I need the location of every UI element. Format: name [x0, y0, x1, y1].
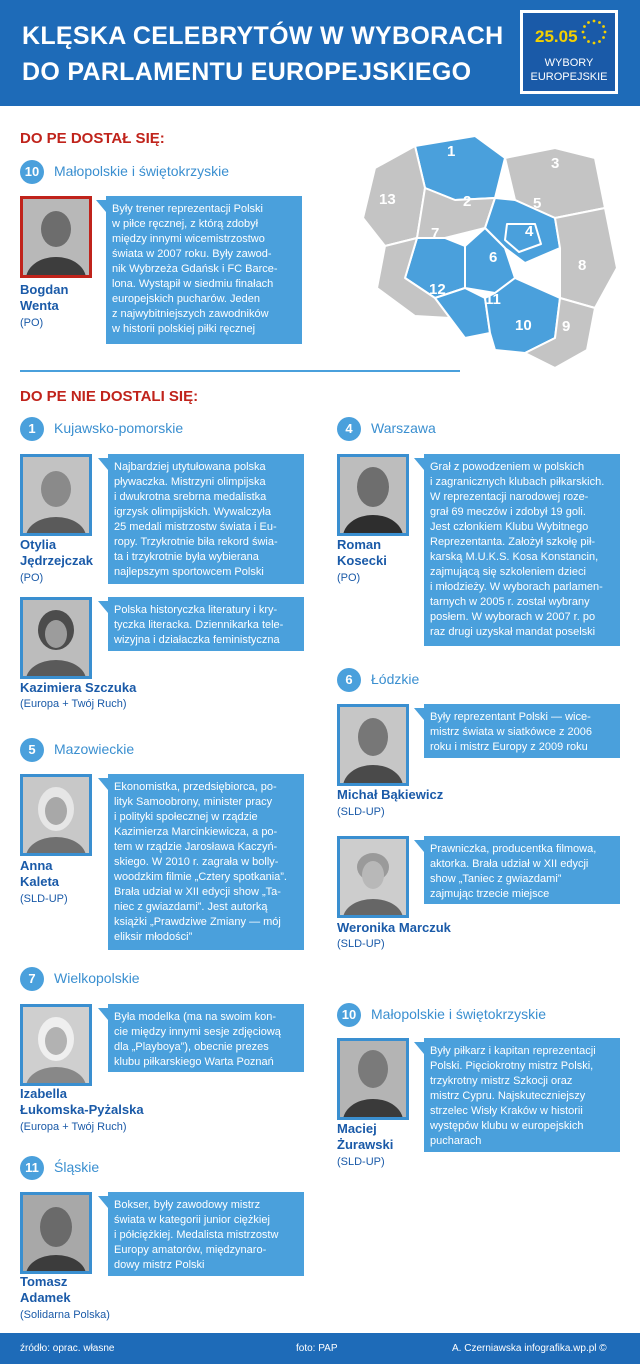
bio-line: Były piłkarz i kapitan reprezentacji	[430, 1045, 596, 1057]
bio-line: posłem. W wyborach w 2007 r. po	[430, 611, 596, 623]
bio-line: Najbardziej utytułowana polska	[114, 461, 266, 473]
region-5-header	[20, 738, 300, 762]
bio-line: tem w rządzie Jarosława Kaczyń-	[114, 841, 278, 853]
map-region-number: 9	[562, 318, 571, 335]
star-icon	[583, 36, 586, 39]
person-party: (SLD-UP)	[337, 1156, 385, 1168]
bio-line: Polski. Pięciokrotny mistrz Polski,	[430, 1060, 594, 1072]
person-party: (Europa + Twój Ruch)	[20, 1121, 127, 1133]
map-region-number: 6	[489, 249, 498, 266]
footer-author-credit: A. Czerniawska infografika.wp.pl ©	[452, 1343, 607, 1354]
map-region-number: 12	[429, 281, 446, 298]
bio-line: Były trener reprezentacji Polski	[112, 203, 264, 215]
map-region-number: 4	[525, 223, 534, 240]
region-number: 1	[20, 417, 44, 441]
map-region-number: 8	[578, 257, 587, 274]
star-icon	[602, 36, 605, 39]
badge-line-1: WYBORY	[544, 57, 594, 69]
footer-photo-credit: foto: PAP	[296, 1343, 338, 1354]
map-region-number: 11	[485, 291, 501, 308]
bio-line: ropy. Trzykrotnie biła rekord świa-	[114, 536, 278, 548]
region-number: 10	[337, 1003, 361, 1027]
bio-line: Bokser, były zawodowy mistrz	[114, 1199, 261, 1211]
person-name: Izabella Łukomska-Pyżalska	[20, 1086, 144, 1117]
region-name: Małopolskie i świętokrzyskie	[54, 163, 230, 179]
bio-line: igrzysk olimpijskich. Wywalczyła	[114, 506, 271, 518]
star-icon	[598, 21, 601, 24]
region-number: 10	[20, 160, 44, 184]
region-1-header	[20, 417, 300, 441]
bio-tomasz-adamek	[108, 1192, 304, 1276]
bio-line: Kazimierza Marcinkiewicza, a po-	[114, 826, 278, 838]
person-name: Tomasz Adamek	[20, 1274, 71, 1305]
eu-stars-icon	[579, 17, 609, 47]
photo-bogdan-wenta	[20, 196, 92, 278]
photo-izabella-lukomska-pyzalska	[20, 1004, 92, 1086]
region-number: 11	[20, 1156, 44, 1180]
bio-line: występów klubu w europejskich	[430, 1120, 584, 1132]
photo-maciej-zurawski	[337, 1038, 409, 1120]
bio-line: i półciężkiej. Medalista mistrzostw	[114, 1229, 279, 1241]
star-icon	[604, 31, 607, 34]
region-number: 6	[337, 668, 361, 692]
bio-line: skiego. W 2010 r. zagrała w bolly-	[114, 856, 279, 868]
bio-line: Były reprezentant Polski — wice-	[430, 711, 591, 723]
bio-line: w piłce ręcznej, z którą zdobył	[112, 218, 259, 230]
bio-line: dowy mistrz Polski	[114, 1259, 205, 1271]
bio-line: Była modelka (ma na swoim kon-	[114, 1011, 277, 1023]
photo-roman-kosecki	[337, 454, 409, 536]
bio-line: w historii polskiej piłki ręcznej	[112, 323, 256, 335]
bio-line: zajmującą się szkoleniem dzieci	[430, 566, 586, 578]
person-party: (PO)	[20, 317, 44, 329]
not-elected-heading: DO PE NIE DOSTALI SIĘ:	[20, 388, 199, 405]
region-name: Wielkopolskie	[54, 970, 140, 986]
region-10-header	[337, 1003, 617, 1027]
region-name: Kujawsko-pomorskie	[54, 420, 184, 436]
map-region-number: 3	[551, 155, 560, 172]
bio-line: roku i mistrz Europy z 2009 roku	[430, 741, 588, 753]
elected-region	[20, 160, 320, 184]
bio-line: dla „Playboya”), obecnie prezes	[114, 1041, 269, 1053]
photo-tomasz-adamek	[20, 1192, 92, 1274]
bio-line: wizyjna i działaczka feministyczna	[114, 634, 280, 646]
header-banner	[0, 0, 640, 106]
bio-line: tyczka literacka. Dziennikarka tele-	[114, 619, 284, 631]
elected-heading: DO PE DOSTAŁ SIĘ:	[20, 130, 165, 147]
bio-line: trzykrotny mistrz Szkocji oraz	[430, 1075, 573, 1087]
person-name: Anna Kaleta	[20, 858, 60, 889]
star-icon	[593, 20, 596, 23]
person-name: Maciej Żurawski	[337, 1121, 394, 1152]
bio-otylia-jedrzejczak	[108, 454, 304, 584]
map-region-number: 1	[447, 143, 456, 160]
bio-line: i młodzieży. W wyborach parlamen-	[430, 581, 603, 593]
bio-line: Ekonomistka, przedsiębiorca, po-	[114, 781, 277, 793]
person-name: Roman Kosecki	[337, 537, 387, 568]
region-11-header	[20, 1156, 300, 1180]
bio-line: lityk Samoobrony, minister pracy	[114, 796, 273, 808]
region-name: Małopolskie i świętokrzyskie	[371, 1006, 547, 1022]
bio-line: grał 69 meczów i zdobył 19 goli.	[430, 506, 586, 518]
photo-kazimiera-szczuka	[20, 597, 92, 679]
region-name: Warszawa	[371, 420, 436, 436]
footer	[0, 1333, 640, 1364]
person-name: Weronika Marczuk	[337, 920, 451, 935]
bio-line: świata w 2007 roku. Były zawod-	[112, 248, 272, 260]
person-name: Bogdan Wenta	[20, 282, 69, 313]
bio-line: najlepszym sportowcem Polski	[114, 566, 264, 578]
region-number: 5	[20, 738, 44, 762]
bio-line: karską M.U.K.S. Kosa Konstancin,	[430, 551, 599, 563]
bio-line: eliksir młodości”	[114, 931, 193, 943]
photo-michal-bakiewicz	[337, 704, 409, 786]
star-icon	[583, 25, 586, 28]
person-party: (PO)	[20, 572, 44, 584]
region-4-header	[337, 417, 617, 441]
bio-line: Grał z powodzeniem w polskich	[430, 461, 585, 473]
bio-line: pucharach	[430, 1135, 482, 1147]
photo-otylia-jedrzejczak	[20, 454, 92, 536]
bio-line: Polska historyczka literatury i kry-	[114, 604, 278, 616]
bio-line: woodzkim filmie „Cztery spotkania”.	[114, 871, 287, 883]
star-icon	[602, 25, 605, 28]
bio-line: aktorka. Brała udział w XII edycji	[430, 858, 589, 870]
title-line-1: KLĘSKA CELEBRYTÓW W WYBORACH	[22, 22, 504, 50]
footer-source: źródło: oprac. własne	[20, 1343, 115, 1354]
region-number: 4	[337, 417, 361, 441]
star-icon	[587, 21, 590, 24]
bio-izabella-lukomska-pyzalska	[108, 1004, 304, 1072]
bio-line: i polityki społecznej w rządzie	[114, 811, 258, 823]
bio-line: niec z gwiazdami”. Jest autorką	[114, 901, 268, 913]
bio-michal-bakiewicz	[424, 704, 620, 758]
bio-line: z najwybitniejszych zawodników	[112, 308, 269, 320]
bio-line: pływaczka. Mistrzyni olimpijska	[114, 476, 266, 488]
election-badge	[520, 10, 618, 94]
bio-line: zajmując trzecie miejsce	[430, 888, 550, 900]
bio-line: świata w kategorii junior ciężkiej	[114, 1214, 270, 1226]
star-icon	[587, 40, 590, 43]
bio-anna-kaleta	[108, 774, 304, 950]
photo-weronika-marczuk	[337, 836, 409, 918]
bio-line: i dwukrotna srebrna medalistka	[114, 491, 267, 503]
bio-line: Reprezentanta. Założył szkołę pił-	[430, 536, 596, 548]
bio-line: strzelec Wisły Kraków w historii	[430, 1105, 583, 1117]
bio-line: książki „Prawdziwe Zmiany — mój	[114, 916, 281, 928]
person-party: (PO)	[337, 572, 361, 584]
bio-line: europejskich pucharów. Jeden	[112, 293, 260, 305]
bio-line: W reprezentacji narodowej roze-	[430, 491, 589, 503]
bio-line: raz drugi uzyskał mandat poselski	[430, 626, 596, 638]
poland-map	[355, 128, 625, 378]
bio-line: mistrz Cypru. Najskuteczniejszy	[430, 1090, 586, 1102]
person-party: (Europa + Twój Ruch)	[20, 698, 127, 710]
star-icon	[593, 42, 596, 45]
region-6-header	[337, 668, 617, 692]
bio-line: nik Wybrzeża Gdańsk i FC Barce-	[112, 263, 278, 275]
bio-line: klubu piłkarskiego Warta Poznań	[114, 1056, 274, 1068]
map-region-number: 5	[533, 195, 542, 212]
bio-kazimiera-szczuka	[108, 597, 304, 651]
bio-maciej-zurawski	[424, 1038, 620, 1152]
person-party: (Solidarna Polska)	[20, 1309, 110, 1321]
bio-line: Prawniczka, producentka filmowa,	[430, 843, 597, 855]
bio-line: cie między innymi sesje zdjęciową	[114, 1026, 281, 1038]
bio-line: ta i trzykrotnie była wybierana	[114, 551, 259, 563]
person-name: Michał Bąkiewicz	[337, 787, 444, 802]
region-7-header	[20, 967, 300, 991]
bio-line: Jest członkiem Klubu Wybitnego	[430, 521, 589, 533]
region-name: Śląskie	[54, 1159, 100, 1175]
photo-anna-kaleta	[20, 774, 92, 856]
bio-line: tarnych w 2005 r. został wybrany	[430, 596, 590, 608]
map-region-number: 13	[379, 191, 396, 208]
badge-date: 25.05	[535, 27, 578, 46]
person-party: (SLD-UP)	[337, 806, 385, 818]
region-name: Mazowieckie	[54, 741, 135, 757]
section-divider	[20, 370, 460, 372]
bio-roman-kosecki	[424, 454, 620, 646]
person-party: (SLD-UP)	[20, 893, 68, 905]
bio-line: między innymi wicemistrzostwo	[112, 233, 265, 245]
bio-line: i zagranicznych klubach piłkarskich.	[430, 476, 605, 488]
star-icon	[598, 40, 601, 43]
bio-weronika-marczuk	[424, 836, 620, 904]
title-line-2: DO PARLAMENTU EUROPEJSKIEGO	[22, 58, 472, 86]
map-region-number: 7	[431, 225, 440, 242]
region-number: 7	[20, 967, 44, 991]
person-name: Kazimiera Szczuka	[20, 680, 137, 695]
map-region-number: 10	[515, 317, 532, 334]
person-party: (SLD-UP)	[337, 938, 385, 950]
region-name: Łódzkie	[371, 671, 420, 687]
badge-line-2: EUROPEJSKIE	[530, 71, 608, 83]
bio-line: show „Taniec z gwiazdami”	[430, 873, 562, 885]
star-icon	[582, 31, 585, 34]
map-region-number: 2	[463, 193, 472, 210]
bio-bogdan-wenta	[106, 196, 302, 344]
bio-line: Europy amatorów, międzynaro-	[114, 1244, 267, 1256]
bio-line: lona. Wystąpił w siedmiu finałach	[112, 278, 274, 290]
person-name: Otylia Jędrzejczak	[20, 537, 93, 568]
bio-line: 25 medali mistrzostw świata i Eu-	[114, 521, 277, 533]
bio-line: Brała udział w XII edycji show „Ta-	[114, 886, 281, 898]
bio-line: mistrz świata w siatkówce z 2006	[430, 726, 592, 738]
